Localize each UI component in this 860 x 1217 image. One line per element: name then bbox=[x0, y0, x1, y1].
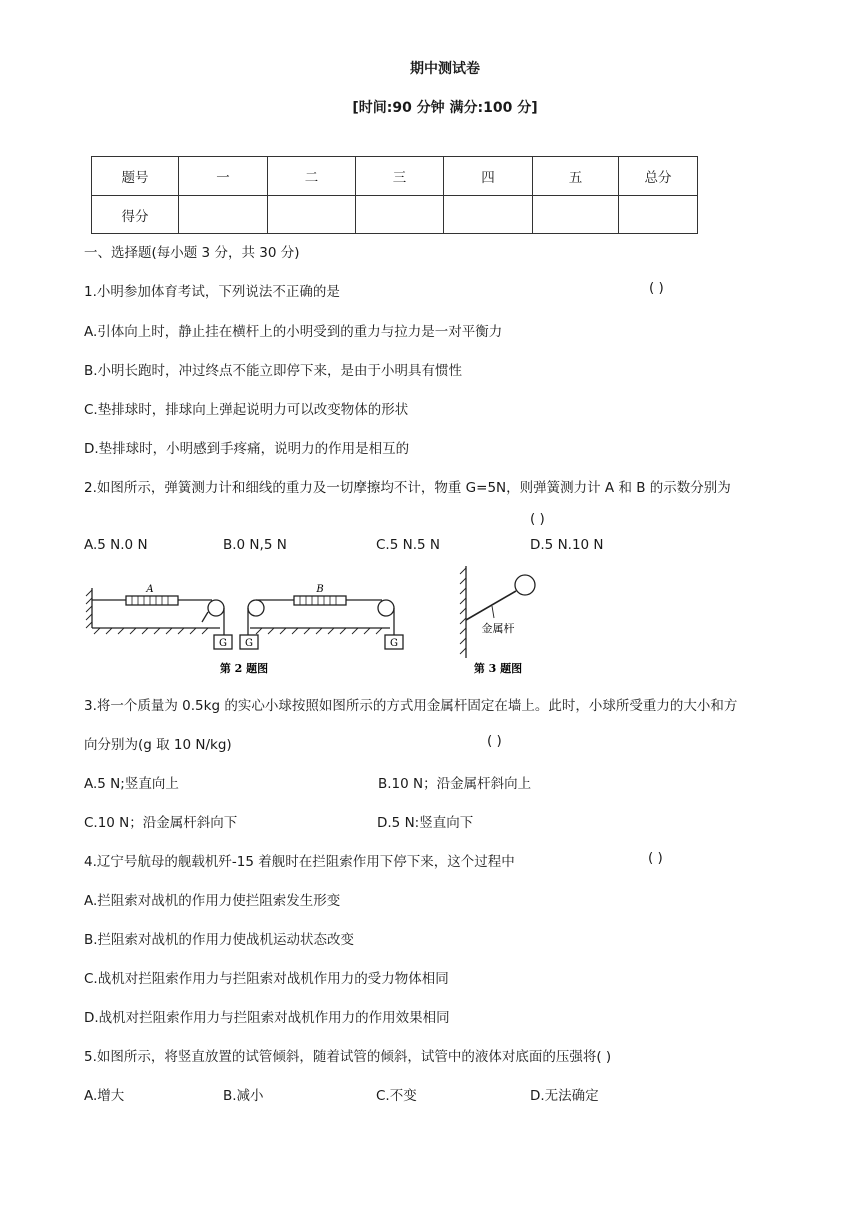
figure-2-right bbox=[240, 596, 403, 649]
label-a: A bbox=[146, 584, 154, 595]
figure-2 bbox=[86, 588, 232, 649]
score-table bbox=[91, 156, 698, 234]
table-cell: 五 bbox=[533, 157, 619, 196]
table-cell: 三 bbox=[356, 157, 444, 196]
option-c: C.10 N；沿金属杆斜向下 bbox=[84, 815, 238, 831]
question-3-stem-line1: 3.将一个质量为 0.5kg 的实心小球按照如图所示的方式用金属杆固定在墙上。此时，小球所受重力的大小和方 bbox=[84, 698, 738, 714]
pulley bbox=[248, 600, 264, 616]
table-cell: 一 bbox=[179, 157, 268, 196]
answer-paren: ( ) bbox=[487, 733, 502, 749]
question-3-stem-line2: 向分别为(g 取 10 N/kg) bbox=[84, 737, 232, 753]
option-a: A.引体向上时，静止挂在横杆上的小明受到的重力与拉力是一对平衡力 bbox=[84, 324, 503, 340]
score-cell[interactable] bbox=[268, 196, 356, 234]
score-cell[interactable] bbox=[619, 196, 698, 234]
label-g: G bbox=[245, 638, 253, 649]
option-d: D.5 N.10 N bbox=[530, 537, 604, 553]
label-g: G bbox=[390, 638, 398, 649]
rod-label: 金属杆 bbox=[481, 622, 515, 635]
table-row bbox=[92, 157, 698, 196]
pulley bbox=[378, 600, 394, 616]
option-a: A.增大 bbox=[84, 1088, 125, 1104]
table-cell: 得分 bbox=[92, 196, 179, 234]
question-5-stem: 5.如图所示，将竖直放置的试管倾斜，随着试管的倾斜，试管中的液体对底面的压强将( ) bbox=[84, 1049, 612, 1065]
spring-scale-a bbox=[126, 596, 178, 605]
label-g: G bbox=[219, 638, 227, 649]
section-heading: 一、选择题(每小题 3 分，共 30 分) bbox=[84, 245, 300, 261]
metal-rod bbox=[466, 591, 516, 620]
option-c: C.5 N.5 N bbox=[376, 537, 440, 553]
option-c: C.不变 bbox=[376, 1088, 417, 1104]
table-cell: 四 bbox=[444, 157, 533, 196]
answer-paren: ( ) bbox=[530, 511, 545, 527]
ball bbox=[515, 575, 535, 595]
option-b: B.拦阻索对战机的作用力使战机运动状态改变 bbox=[84, 932, 355, 948]
table-cell: 题号 bbox=[92, 157, 179, 196]
option-d: D.无法确定 bbox=[530, 1088, 599, 1104]
option-b: B.10 N；沿金属杆斜向上 bbox=[378, 776, 532, 792]
option-a: A.5 N;竖直向上 bbox=[84, 776, 179, 792]
option-c: C.垫排球时，排球向上弹起说明力可以改变物体的形状 bbox=[84, 402, 409, 418]
figure-3 bbox=[460, 566, 535, 658]
exam-time-score: [时间:90 分钟 满分:100 分] bbox=[352, 100, 538, 116]
question-1-stem: 1.小明参加体育考试，下列说法不正确的是 bbox=[84, 284, 340, 300]
answer-paren: ( ) bbox=[648, 850, 663, 866]
option-a: A.拦阻索对战机的作用力使拦阻索发生形变 bbox=[84, 893, 341, 909]
score-cell[interactable] bbox=[356, 196, 444, 234]
pulley bbox=[208, 600, 224, 616]
page-title: 期中测试卷 bbox=[410, 61, 480, 77]
label-b: B bbox=[316, 584, 324, 595]
option-b: B.小明长跑时，冲过终点不能立即停下来，是由于小明具有惯性 bbox=[84, 363, 463, 379]
option-d: D.5 N:竖直向下 bbox=[377, 815, 474, 831]
score-cell[interactable] bbox=[179, 196, 268, 234]
answer-paren: ( ) bbox=[649, 280, 664, 296]
question-4-stem: 4.辽宁号航母的舰载机歼-15 着舰时在拦阻索作用下停下来，这个过程中 bbox=[84, 854, 515, 870]
option-b: B.0 N,5 N bbox=[223, 537, 287, 553]
score-cell[interactable] bbox=[533, 196, 619, 234]
option-a: A.5 N.0 N bbox=[84, 537, 148, 553]
question-2-stem: 2.如图所示，弹簧测力计和细线的重力及一切摩擦均不计，物重 G=5N，则弹簧测力计 A 和 B 的示数分别为 bbox=[84, 480, 731, 496]
option-d: D.垫排球时，小明感到手疼痛，说明力的作用是相互的 bbox=[84, 441, 410, 457]
figures-2-3 bbox=[80, 560, 560, 682]
spring-scale-b bbox=[294, 596, 346, 605]
figure-3-caption: 第 3 题图 bbox=[473, 662, 523, 675]
figure-2-caption: 第 2 题图 bbox=[219, 662, 269, 675]
table-row bbox=[92, 196, 698, 234]
score-cell[interactable] bbox=[444, 196, 533, 234]
table-cell: 二 bbox=[268, 157, 356, 196]
table-cell: 总分 bbox=[619, 157, 698, 196]
option-d: D.战机对拦阻索作用力与拦阻索对战机作用力的作用效果相同 bbox=[84, 1010, 450, 1026]
option-b: B.减小 bbox=[223, 1088, 264, 1104]
option-c: C.战机对拦阻索作用力与拦阻索对战机作用力的受力物体相同 bbox=[84, 971, 449, 987]
